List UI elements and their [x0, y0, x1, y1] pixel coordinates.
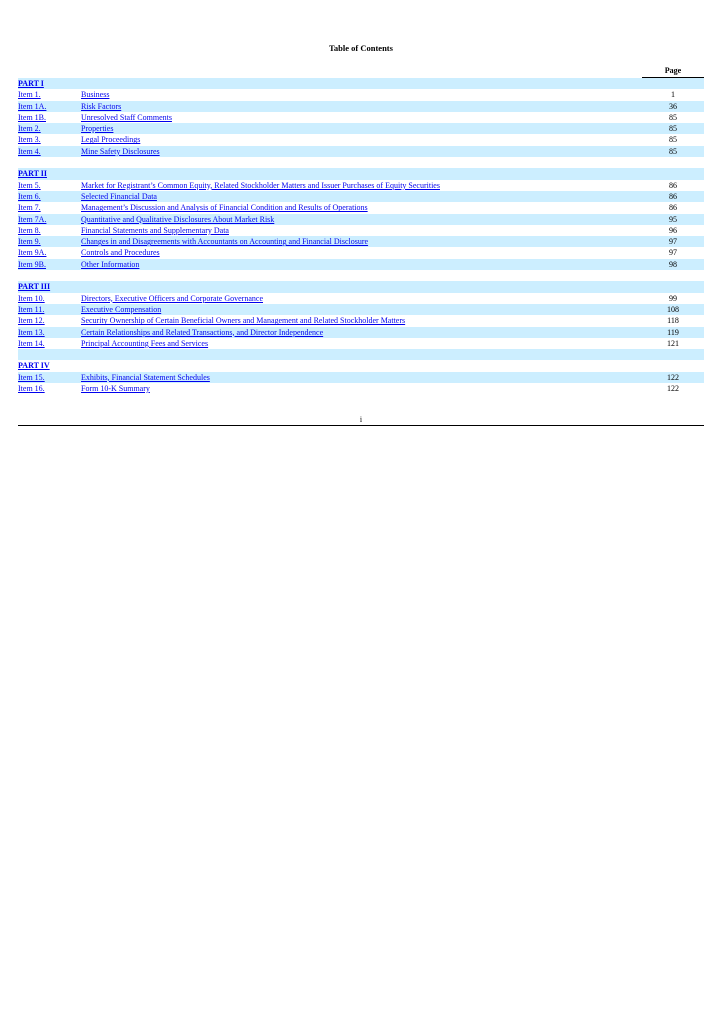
- item-page-number: 86: [669, 180, 677, 190]
- toc-item-row: [18, 180, 704, 191]
- item-title-link[interactable]: Directors, Executive Officers and Corporate Governance: [81, 293, 263, 303]
- item-title-link[interactable]: Other Information: [81, 259, 140, 269]
- part-heading-link[interactable]: PART II: [18, 169, 47, 179]
- item-title-link[interactable]: Legal Proceedings: [81, 135, 141, 145]
- toc-item-row: [18, 338, 704, 349]
- toc-item-row: [18, 247, 704, 258]
- toc-part-row: [18, 281, 704, 292]
- toc-spacer-row: [18, 270, 704, 281]
- item-number-link[interactable]: Item 14.: [18, 338, 45, 348]
- toc-part-row: [18, 360, 704, 371]
- part-heading-link[interactable]: PART IV: [18, 361, 50, 371]
- item-number-link[interactable]: Item 9B.: [18, 259, 46, 269]
- item-title-link[interactable]: Form 10-K Summary: [81, 384, 150, 394]
- toc-item-row: [18, 225, 704, 236]
- item-number-link[interactable]: Item 1A.: [18, 101, 47, 111]
- item-title-link[interactable]: Certain Relationships and Related Transactions, and Director Independence: [81, 327, 324, 337]
- toc-table: [18, 78, 704, 394]
- item-title-link[interactable]: Security Ownership of Certain Beneficial Owners and Management and Related Stockholder Matters: [81, 316, 406, 326]
- item-number-link[interactable]: Item 16.: [18, 384, 45, 394]
- item-title-link[interactable]: Controls and Procedures: [81, 248, 160, 258]
- item-number-link[interactable]: Item 9.: [18, 237, 41, 247]
- toc-item-row: [18, 112, 704, 123]
- toc-item-row: [18, 315, 704, 326]
- item-title-link[interactable]: Principal Accounting Fees and Services: [81, 338, 209, 348]
- item-page-number: 85: [669, 124, 677, 134]
- page-title: Table of Contents: [329, 43, 393, 53]
- item-page-number: 86: [669, 191, 677, 201]
- part-heading-link[interactable]: PART I: [18, 79, 44, 88]
- toc-part-row: [18, 168, 704, 179]
- toc-item-row: [18, 101, 704, 112]
- toc-item-row: [18, 293, 704, 304]
- toc-item-row: [18, 146, 704, 157]
- item-title-link[interactable]: Market for Registrant’s Common Equity, Related Stockholder Matters and Issuer Purchases of Equity Securities: [81, 180, 440, 190]
- page-column-header: Page: [642, 66, 704, 78]
- item-number-link[interactable]: Item 11.: [18, 304, 45, 314]
- item-page-number: 118: [667, 316, 679, 326]
- item-page-number: 122: [667, 384, 679, 394]
- item-number-link[interactable]: Item 3.: [18, 135, 41, 145]
- item-title-link[interactable]: Exhibits, Financial Statement Schedules: [81, 372, 210, 382]
- item-title-link[interactable]: Selected Financial Data: [81, 191, 157, 201]
- item-number-link[interactable]: Item 1B.: [18, 112, 46, 122]
- toc-item-row: [18, 123, 704, 134]
- item-title-link[interactable]: Executive Compensation: [81, 304, 162, 314]
- item-page-number: 86: [669, 203, 677, 213]
- toc-item-row: [18, 259, 704, 270]
- item-page-number: 97: [669, 248, 677, 258]
- toc-item-row: [18, 89, 704, 100]
- item-number-link[interactable]: Item 15.: [18, 372, 45, 382]
- item-page-number: 95: [669, 214, 677, 224]
- item-number-link[interactable]: Item 5.: [18, 180, 41, 190]
- item-number-link[interactable]: Item 9A.: [18, 248, 47, 258]
- footer-page-number: i: [359, 415, 363, 424]
- item-number-link[interactable]: Item 12.: [18, 316, 45, 326]
- item-page-number: 85: [669, 112, 677, 122]
- toc-item-row: [18, 236, 704, 247]
- item-page-number: 85: [669, 135, 677, 145]
- item-number-link[interactable]: Item 13.: [18, 327, 45, 337]
- item-page-number: 85: [669, 146, 677, 156]
- toc-item-row: [18, 191, 704, 202]
- toc-item-row: [18, 383, 704, 394]
- item-page-number: 119: [667, 327, 679, 337]
- item-page-number: 36: [669, 101, 677, 111]
- item-title-link[interactable]: Risk Factors: [81, 101, 122, 111]
- toc-item-row: [18, 304, 704, 315]
- item-number-link[interactable]: Item 10.: [18, 293, 45, 303]
- item-page-number: 108: [667, 304, 679, 314]
- item-title-link[interactable]: Financial Statements and Supplementary Data: [81, 225, 229, 235]
- item-number-link[interactable]: Item 7.: [18, 203, 41, 213]
- toc-spacer-row: [18, 157, 704, 168]
- item-title-link[interactable]: Quantitative and Qualitative Disclosures About Market Risk: [81, 214, 275, 224]
- toc-item-row: [18, 202, 704, 213]
- item-page-number: 121: [667, 338, 679, 348]
- item-number-link[interactable]: Item 1.: [18, 90, 41, 100]
- toc-item-row: [18, 134, 704, 145]
- item-page-number: 97: [669, 237, 677, 247]
- item-number-link[interactable]: Item 6.: [18, 191, 41, 201]
- item-number-link[interactable]: Item 4.: [18, 146, 41, 156]
- footer-divider: [18, 425, 704, 426]
- item-title-link[interactable]: Changes in and Disagreements with Accountants on Accounting and Financial Disclosure: [81, 237, 369, 247]
- item-number-link[interactable]: Item 7A.: [18, 214, 47, 224]
- toc-item-row: [18, 372, 704, 383]
- toc-spacer-row: [18, 349, 704, 360]
- item-page-number: 122: [667, 372, 679, 382]
- item-title-link[interactable]: Unresolved Staff Comments: [81, 112, 172, 122]
- item-number-link[interactable]: Item 2.: [18, 124, 41, 134]
- item-page-number: 99: [669, 293, 677, 303]
- toc-item-row: [18, 327, 704, 338]
- item-title-link[interactable]: Business: [81, 90, 110, 100]
- item-page-number: 96: [669, 225, 677, 235]
- item-title-link[interactable]: Management’s Discussion and Analysis of Financial Condition and Results of Operations: [81, 203, 368, 213]
- item-number-link[interactable]: Item 8.: [18, 225, 41, 235]
- item-title-link[interactable]: Properties: [81, 124, 114, 134]
- toc-item-row: [18, 214, 704, 225]
- part-heading-link[interactable]: PART III: [18, 282, 51, 292]
- item-title-link[interactable]: Mine Safety Disclosures: [81, 146, 160, 156]
- item-page-number: 98: [669, 259, 677, 269]
- item-page-number: 1: [671, 90, 675, 100]
- toc-part-row: [18, 78, 704, 89]
